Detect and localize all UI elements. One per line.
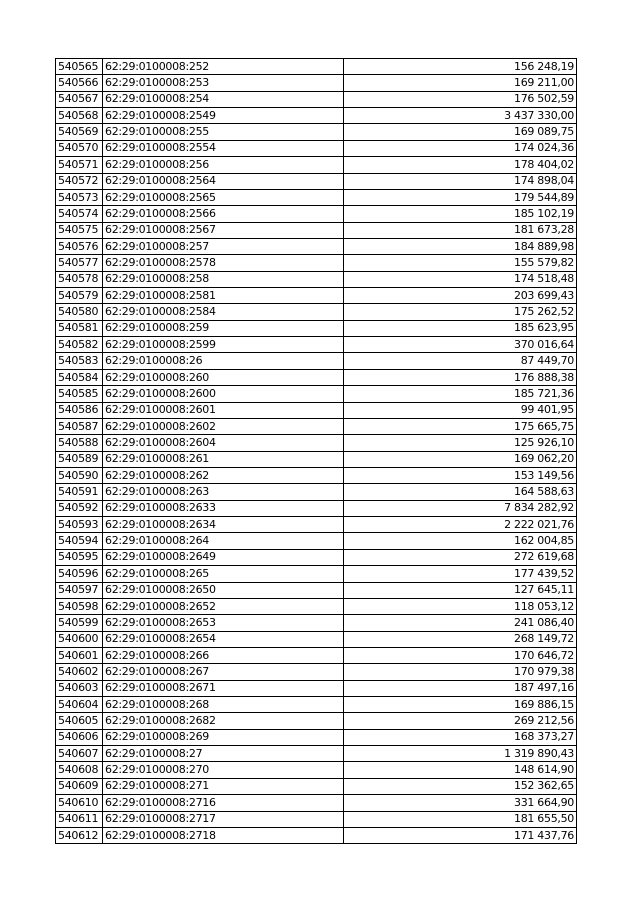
row-id-cell: 540606 xyxy=(56,729,103,745)
row-id-cell: 540597 xyxy=(56,582,103,598)
table-row xyxy=(56,500,577,516)
table-row xyxy=(56,418,577,434)
cadastral-number-cell: 62:29:0100008:2567 xyxy=(103,222,344,238)
row-id-cell: 540600 xyxy=(56,631,103,647)
cadastral-number-cell: 62:29:0100008:2650 xyxy=(103,582,344,598)
table-row xyxy=(56,647,577,663)
cadastral-number-cell: 62:29:0100008:261 xyxy=(103,451,344,467)
table-row xyxy=(56,451,577,467)
row-id-cell: 540602 xyxy=(56,664,103,680)
row-id-cell: 540583 xyxy=(56,353,103,369)
table-row xyxy=(56,598,577,614)
cadastral-number-cell: 62:29:0100008:2716 xyxy=(103,795,344,811)
table-row xyxy=(56,369,577,385)
table-row xyxy=(56,435,577,451)
table-row xyxy=(56,549,577,565)
cadastral-number-cell: 62:29:0100008:2581 xyxy=(103,288,344,304)
table-row xyxy=(56,271,577,287)
row-id-cell: 540577 xyxy=(56,255,103,271)
cadastral-number-cell: 62:29:0100008:254 xyxy=(103,91,344,107)
row-id-cell: 540599 xyxy=(56,615,103,631)
cadastral-number-cell: 62:29:0100008:2584 xyxy=(103,304,344,320)
row-id-cell: 540589 xyxy=(56,451,103,467)
cadastral-number-cell: 62:29:0100008:262 xyxy=(103,467,344,483)
row-id-cell: 540579 xyxy=(56,288,103,304)
row-id-cell: 540571 xyxy=(56,157,103,173)
row-id-cell: 540572 xyxy=(56,173,103,189)
cadastral-value-cell: 169 062,20 xyxy=(344,451,577,467)
cadastral-number-cell: 62:29:0100008:27 xyxy=(103,746,344,762)
row-id-cell: 540601 xyxy=(56,647,103,663)
cadastral-value-cell: 162 004,85 xyxy=(344,533,577,549)
cadastral-number-cell: 62:29:0100008:26 xyxy=(103,353,344,369)
row-id-cell: 540604 xyxy=(56,697,103,713)
table-body xyxy=(56,59,577,844)
row-id-cell: 540581 xyxy=(56,320,103,336)
cadastral-value-cell: 269 212,56 xyxy=(344,713,577,729)
cadastral-number-cell: 62:29:0100008:2565 xyxy=(103,189,344,205)
row-id-cell: 540593 xyxy=(56,517,103,533)
cadastral-value-cell: 87 449,70 xyxy=(344,353,577,369)
cadastral-value-cell: 99 401,95 xyxy=(344,402,577,418)
table-row xyxy=(56,729,577,745)
table-row xyxy=(56,255,577,271)
row-id-cell: 540585 xyxy=(56,386,103,402)
table-row xyxy=(56,533,577,549)
table-row xyxy=(56,91,577,107)
table-row xyxy=(56,337,577,353)
table-row xyxy=(56,697,577,713)
cadastral-value-cell: 156 248,19 xyxy=(344,59,577,75)
table-row xyxy=(56,467,577,483)
row-id-cell: 540569 xyxy=(56,124,103,140)
cadastral-value-cell: 331 664,90 xyxy=(344,795,577,811)
cadastral-number-cell: 62:29:0100008:2564 xyxy=(103,173,344,189)
cadastral-value-cell: 176 888,38 xyxy=(344,369,577,385)
cadastral-number-cell: 62:29:0100008:263 xyxy=(103,484,344,500)
cadastral-number-cell: 62:29:0100008:2554 xyxy=(103,140,344,156)
cadastral-number-cell: 62:29:0100008:2599 xyxy=(103,337,344,353)
row-id-cell: 540590 xyxy=(56,467,103,483)
cadastral-value-cell: 169 211,00 xyxy=(344,75,577,91)
cadastral-number-cell: 62:29:0100008:2566 xyxy=(103,206,344,222)
cadastral-number-cell: 62:29:0100008:268 xyxy=(103,697,344,713)
table-row xyxy=(56,680,577,696)
cadastral-value-cell: 370 016,64 xyxy=(344,337,577,353)
cadastral-value-cell: 170 979,38 xyxy=(344,664,577,680)
table-row xyxy=(56,664,577,680)
cadastral-value-cell: 176 502,59 xyxy=(344,91,577,107)
table-row xyxy=(56,288,577,304)
row-id-cell: 540576 xyxy=(56,238,103,254)
cadastral-value-cell: 268 149,72 xyxy=(344,631,577,647)
row-id-cell: 540605 xyxy=(56,713,103,729)
table-row xyxy=(56,795,577,811)
row-id-cell: 540592 xyxy=(56,500,103,516)
cadastral-number-cell: 62:29:0100008:2604 xyxy=(103,435,344,451)
cadastral-number-cell: 62:29:0100008:2654 xyxy=(103,631,344,647)
cadastral-number-cell: 62:29:0100008:255 xyxy=(103,124,344,140)
cadastral-value-cell: 155 579,82 xyxy=(344,255,577,271)
row-id-cell: 540611 xyxy=(56,811,103,827)
row-id-cell: 540578 xyxy=(56,271,103,287)
row-id-cell: 540575 xyxy=(56,222,103,238)
table-row xyxy=(56,517,577,533)
cadastral-value-cell: 175 262,52 xyxy=(344,304,577,320)
cadastral-number-cell: 62:29:0100008:265 xyxy=(103,566,344,582)
row-id-cell: 540610 xyxy=(56,795,103,811)
row-id-cell: 540573 xyxy=(56,189,103,205)
cadastral-number-cell: 62:29:0100008:2602 xyxy=(103,418,344,434)
cadastral-value-cell: 174 518,48 xyxy=(344,271,577,287)
cadastral-value-cell: 185 623,95 xyxy=(344,320,577,336)
cadastral-value-cell: 152 362,65 xyxy=(344,778,577,794)
table-row xyxy=(56,173,577,189)
row-id-cell: 540586 xyxy=(56,402,103,418)
table-row xyxy=(56,615,577,631)
table-row xyxy=(56,566,577,582)
cadastral-number-cell: 62:29:0100008:264 xyxy=(103,533,344,549)
row-id-cell: 540566 xyxy=(56,75,103,91)
table-row xyxy=(56,75,577,91)
table-row xyxy=(56,746,577,762)
cadastral-number-cell: 62:29:0100008:259 xyxy=(103,320,344,336)
row-id-cell: 540595 xyxy=(56,549,103,565)
cadastral-value-cell: 185 102,19 xyxy=(344,206,577,222)
table-row xyxy=(56,353,577,369)
cadastral-value-cell: 7 834 282,92 xyxy=(344,500,577,516)
cadastral-number-cell: 62:29:0100008:267 xyxy=(103,664,344,680)
cadastral-value-cell: 181 673,28 xyxy=(344,222,577,238)
table-row xyxy=(56,108,577,124)
cadastral-value-cell: 127 645,11 xyxy=(344,582,577,598)
cadastral-value-cell: 175 665,75 xyxy=(344,418,577,434)
cadastral-value-cell: 272 619,68 xyxy=(344,549,577,565)
row-id-cell: 540568 xyxy=(56,108,103,124)
cadastral-number-cell: 62:29:0100008:260 xyxy=(103,369,344,385)
table-row xyxy=(56,631,577,647)
cadastral-number-cell: 62:29:0100008:2578 xyxy=(103,255,344,271)
cadastral-number-cell: 62:29:0100008:2634 xyxy=(103,517,344,533)
cadastral-value-cell: 171 437,76 xyxy=(344,827,577,843)
cadastral-number-cell: 62:29:0100008:2633 xyxy=(103,500,344,516)
cadastral-value-cell: 1 319 890,43 xyxy=(344,746,577,762)
row-id-cell: 540580 xyxy=(56,304,103,320)
cadastral-number-cell: 62:29:0100008:256 xyxy=(103,157,344,173)
table-row xyxy=(56,386,577,402)
table-row xyxy=(56,157,577,173)
cadastral-value-cell: 169 886,15 xyxy=(344,697,577,713)
cadastral-number-cell: 62:29:0100008:258 xyxy=(103,271,344,287)
row-id-cell: 540603 xyxy=(56,680,103,696)
cadastral-value-cell: 181 655,50 xyxy=(344,811,577,827)
cadastral-value-cell: 184 889,98 xyxy=(344,238,577,254)
row-id-cell: 540570 xyxy=(56,140,103,156)
cadastral-number-cell: 62:29:0100008:270 xyxy=(103,762,344,778)
cadastral-value-cell: 148 614,90 xyxy=(344,762,577,778)
table-row xyxy=(56,124,577,140)
table-row xyxy=(56,811,577,827)
row-id-cell: 540594 xyxy=(56,533,103,549)
table-row xyxy=(56,762,577,778)
cadastral-number-cell: 62:29:0100008:2649 xyxy=(103,549,344,565)
cadastral-value-cell: 178 404,02 xyxy=(344,157,577,173)
table-row xyxy=(56,222,577,238)
cadastral-number-cell: 62:29:0100008:266 xyxy=(103,647,344,663)
cadastral-value-cell: 187 497,16 xyxy=(344,680,577,696)
cadastral-number-cell: 62:29:0100008:2601 xyxy=(103,402,344,418)
cadastral-number-cell: 62:29:0100008:2717 xyxy=(103,811,344,827)
table-row xyxy=(56,206,577,222)
row-id-cell: 540587 xyxy=(56,418,103,434)
cadastral-value-cell: 3 437 330,00 xyxy=(344,108,577,124)
row-id-cell: 540596 xyxy=(56,566,103,582)
cadastral-value-cell: 125 926,10 xyxy=(344,435,577,451)
row-id-cell: 540584 xyxy=(56,369,103,385)
table-row xyxy=(56,140,577,156)
cadastral-value-cell: 177 439,52 xyxy=(344,566,577,582)
table-row xyxy=(56,189,577,205)
cadastral-value-cell: 174 024,36 xyxy=(344,140,577,156)
row-id-cell: 540582 xyxy=(56,337,103,353)
cadastral-number-cell: 62:29:0100008:257 xyxy=(103,238,344,254)
cadastral-number-cell: 62:29:0100008:269 xyxy=(103,729,344,745)
table-row xyxy=(56,59,577,75)
cadastral-number-cell: 62:29:0100008:271 xyxy=(103,778,344,794)
cadastral-value-cell: 174 898,04 xyxy=(344,173,577,189)
cadastral-value-cell: 153 149,56 xyxy=(344,467,577,483)
cadastral-number-cell: 62:29:0100008:2549 xyxy=(103,108,344,124)
cadastral-value-cell: 241 086,40 xyxy=(344,615,577,631)
cadastral-number-cell: 62:29:0100008:253 xyxy=(103,75,344,91)
row-id-cell: 540609 xyxy=(56,778,103,794)
cadastral-value-cell: 185 721,36 xyxy=(344,386,577,402)
cadastral-value-cell: 168 373,27 xyxy=(344,729,577,745)
cadastral-number-cell: 62:29:0100008:252 xyxy=(103,59,344,75)
cadastral-value-cell: 169 089,75 xyxy=(344,124,577,140)
table-row xyxy=(56,713,577,729)
row-id-cell: 540591 xyxy=(56,484,103,500)
row-id-cell: 540588 xyxy=(56,435,103,451)
table-row xyxy=(56,402,577,418)
cadastral-number-cell: 62:29:0100008:2671 xyxy=(103,680,344,696)
cadastral-value-cell: 164 588,63 xyxy=(344,484,577,500)
cadastral-value-cell: 203 699,43 xyxy=(344,288,577,304)
row-id-cell: 540608 xyxy=(56,762,103,778)
row-id-cell: 540565 xyxy=(56,59,103,75)
cadastral-number-cell: 62:29:0100008:2718 xyxy=(103,827,344,843)
cadastral-value-cell: 118 053,12 xyxy=(344,598,577,614)
cadastral-number-cell: 62:29:0100008:2652 xyxy=(103,598,344,614)
table-row xyxy=(56,827,577,843)
table-row xyxy=(56,778,577,794)
row-id-cell: 540567 xyxy=(56,91,103,107)
row-id-cell: 540607 xyxy=(56,746,103,762)
cadastral-number-cell: 62:29:0100008:2600 xyxy=(103,386,344,402)
cadastral-value-table xyxy=(55,58,577,844)
cadastral-value-cell: 179 544,89 xyxy=(344,189,577,205)
table-row xyxy=(56,582,577,598)
row-id-cell: 540574 xyxy=(56,206,103,222)
table-row xyxy=(56,304,577,320)
row-id-cell: 540612 xyxy=(56,827,103,843)
cadastral-number-cell: 62:29:0100008:2653 xyxy=(103,615,344,631)
table-row xyxy=(56,320,577,336)
cadastral-value-cell: 2 222 021,76 xyxy=(344,517,577,533)
table-row xyxy=(56,484,577,500)
row-id-cell: 540598 xyxy=(56,598,103,614)
cadastral-value-cell: 170 646,72 xyxy=(344,647,577,663)
table-row xyxy=(56,238,577,254)
cadastral-number-cell: 62:29:0100008:2682 xyxy=(103,713,344,729)
